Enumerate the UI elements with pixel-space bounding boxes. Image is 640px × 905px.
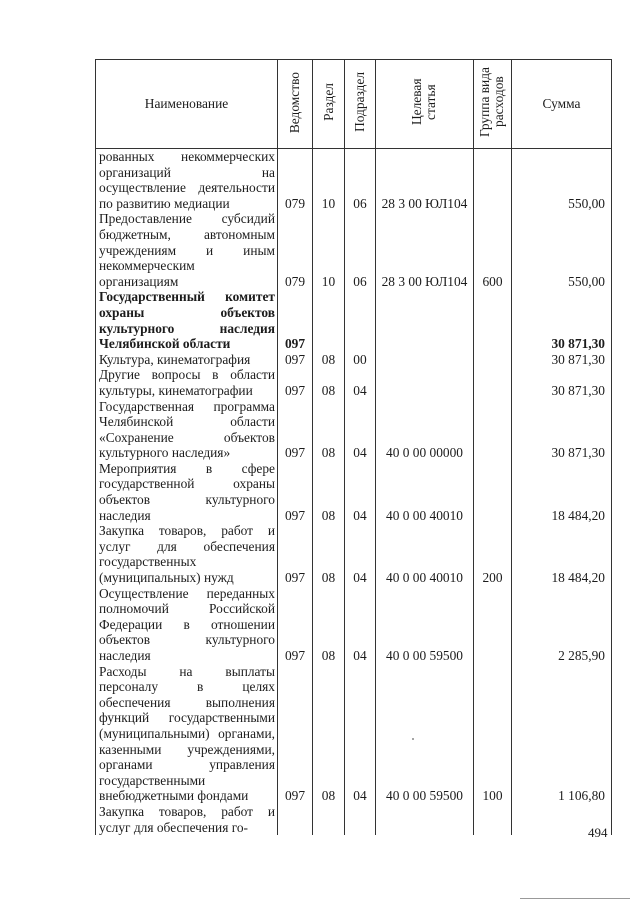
cell-subsection (345, 289, 376, 351)
cell-sum: 2 285,90 (512, 586, 612, 664)
header-target-article: Целевая статья (376, 60, 474, 149)
cell-department: 097 (278, 586, 313, 664)
cell-department: 097 (278, 352, 313, 368)
cell-target-article: 28 3 00 ЮЛ104 (376, 211, 474, 289)
cell-section: 08 (313, 664, 345, 804)
cell-section: 08 (313, 523, 345, 585)
cell-sum: 30 871,30 (512, 367, 612, 398)
cell-expense-group: 200 (474, 523, 512, 585)
cell-name: Осуществление переданных полномочий Российской Федерации в отношении объектов культурного наследия (96, 586, 278, 664)
cell-name: Предоставление субсидий бюджетным, автономным учреждениям и иным некоммерческим организациям (96, 211, 278, 289)
cell-department: 097 (278, 461, 313, 523)
cell-name: Государственный комитет охраны объектов культурного наследия Челябинской области (96, 289, 278, 351)
header-department: Ведомство (278, 60, 313, 149)
cell-section: 08 (313, 461, 345, 523)
cell-name: Другие вопросы в области культуры, кинематографии (96, 367, 278, 398)
table-row (96, 211, 612, 289)
cell-target-article (376, 804, 474, 835)
cell-expense-group (474, 461, 512, 523)
cell-subsection: 04 (345, 586, 376, 664)
table-row (96, 523, 612, 585)
cell-expense-group (474, 367, 512, 398)
cell-name: Закупка товаров, работ и услуг для обеспечения государственных (муниципальных) нужд (96, 523, 278, 585)
cell-name: рованных некоммерческих организаций на осуществление деятельности по развитию медиации (96, 149, 278, 212)
cell-target-article: 28 3 00 ЮЛ104 (376, 149, 474, 212)
cell-section (313, 804, 345, 835)
cell-section: 08 (313, 586, 345, 664)
cell-name: Мероприятия в сфере государственной охраны объектов культурного наследия (96, 461, 278, 523)
cell-expense-group (474, 399, 512, 461)
cell-target-article (376, 352, 474, 368)
header-expense-group: Группа вида расходов (474, 60, 512, 149)
table-row (96, 367, 612, 398)
cell-sum: 550,00 (512, 211, 612, 289)
cell-department: 097 (278, 399, 313, 461)
budget-table (95, 59, 612, 835)
cell-subsection: 04 (345, 461, 376, 523)
header-section: Раздел (313, 60, 345, 149)
cell-department (278, 804, 313, 835)
cell-sum: 30 871,30 (512, 352, 612, 368)
cell-target-article: 40 0 00 40010 (376, 523, 474, 585)
cell-subsection: 00 (345, 352, 376, 368)
cell-sum: 1 106,80 (512, 664, 612, 804)
cell-target-article: 40 0 00 00000 (376, 399, 474, 461)
table-row (96, 352, 612, 368)
cell-sum: 550,00 (512, 149, 612, 212)
cell-name: Расходы на выплаты персоналу в целях обеспечения выполнения функций государственными (муниципальными) органами, казенными учреждениями, органами управления государственными внебюджетными фондами (96, 664, 278, 804)
cell-target-article (376, 367, 474, 398)
cell-sum: 30 871,30 (512, 289, 612, 351)
cell-subsection: 04 (345, 367, 376, 398)
cell-department: 079 (278, 211, 313, 289)
cell-subsection: 04 (345, 523, 376, 585)
cell-subsection (345, 804, 376, 835)
scan-speck (412, 738, 414, 740)
cell-name: Закупка товаров, работ и услуг для обеспечения го- (96, 804, 278, 835)
cell-department: 097 (278, 523, 313, 585)
cell-section (313, 289, 345, 351)
cell-department: 097 (278, 289, 313, 351)
cell-expense-group: 600 (474, 211, 512, 289)
cell-department: 097 (278, 664, 313, 804)
header-sum: Сумма (512, 60, 612, 149)
cell-expense-group (474, 804, 512, 835)
cell-section: 08 (313, 367, 345, 398)
table-row (96, 586, 612, 664)
table-row (96, 399, 612, 461)
cell-target-article: 40 0 00 59500 (376, 586, 474, 664)
cell-section: 10 (313, 211, 345, 289)
cell-subsection: 06 (345, 149, 376, 212)
table-row (96, 149, 612, 212)
cell-section: 08 (313, 399, 345, 461)
cell-sum: 30 871,30 (512, 399, 612, 461)
cell-section: 10 (313, 149, 345, 212)
table-row (96, 664, 612, 804)
page-number: 494 (588, 825, 608, 840)
table-row (96, 804, 612, 835)
cell-expense-group (474, 586, 512, 664)
cell-sum: 18 484,20 (512, 523, 612, 585)
cell-section: 08 (313, 352, 345, 368)
cell-subsection: 04 (345, 399, 376, 461)
cell-expense-group (474, 149, 512, 212)
cell-expense-group (474, 289, 512, 351)
header-name: Наименование (96, 60, 278, 149)
cell-expense-group (474, 352, 512, 368)
cell-expense-group: 100 (474, 664, 512, 804)
cell-target-article: 40 0 00 59500 (376, 664, 474, 804)
cell-name: Государственная программа Челябинской области «Сохранение объектов культурного наследия» (96, 399, 278, 461)
cell-department: 097 (278, 367, 313, 398)
table-row (96, 461, 612, 523)
cell-name: Культура, кинематография (96, 352, 278, 368)
cell-target-article (376, 289, 474, 351)
cell-sum: 18 484,20 (512, 461, 612, 523)
table-header-row (96, 60, 612, 149)
cell-target-article: 40 0 00 40010 (376, 461, 474, 523)
table-row (96, 289, 612, 351)
footer-rule (520, 898, 630, 899)
cell-subsection: 04 (345, 664, 376, 804)
header-subsection: Подраздел (345, 60, 376, 149)
table-body (96, 149, 612, 836)
cell-department: 079 (278, 149, 313, 212)
cell-subsection: 06 (345, 211, 376, 289)
